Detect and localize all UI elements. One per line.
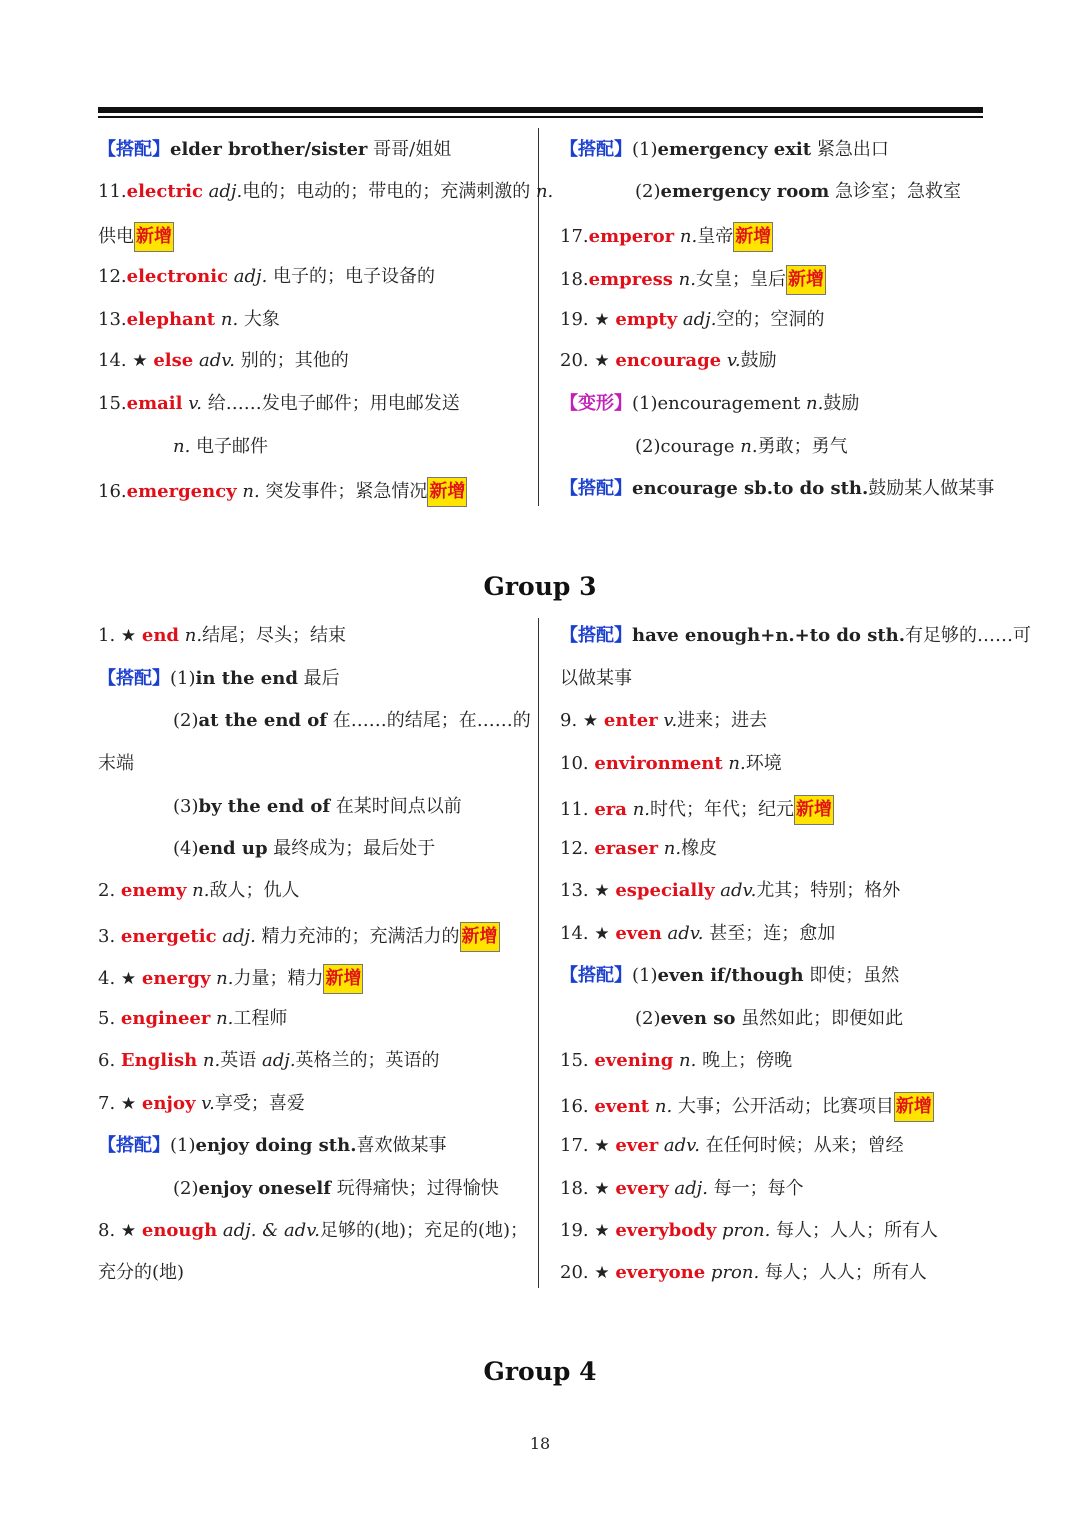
- vocab-entry: 10. environment n.环境: [560, 753, 782, 774]
- vocab-entry: 12.electronic adj. 电子的；电子设备的: [98, 266, 436, 287]
- vocab-entry-cont: 供电 新增: [98, 222, 174, 252]
- star-icon: ★: [120, 1221, 137, 1241]
- star-icon: ★: [582, 711, 599, 731]
- group-heading: Group 4: [483, 1357, 597, 1386]
- collocation-line: 【搭配】elder brother/sister 哥哥/姐姐: [98, 139, 452, 160]
- star-icon: ★: [132, 351, 148, 371]
- vocab-entry: 18. ★ every adj. 每一；每个: [560, 1178, 804, 1199]
- collocation-cont: 以做某事: [560, 668, 632, 689]
- vocab-entry: 16.emergency n. 突发事件；紧急情况 新增: [98, 477, 467, 507]
- vocab-entry: 9. ★ enter v.进来；进去: [560, 710, 768, 731]
- star-icon: ★: [594, 881, 610, 901]
- star-icon: ★: [594, 1221, 610, 1241]
- collocation-line: 【搭配】(1)even if/though 即使；虽然: [560, 965, 900, 986]
- vocab-entry: 18.empress n.女皇；皇后 新增: [560, 265, 826, 295]
- star-icon: ★: [594, 924, 610, 944]
- star-icon: ★: [120, 969, 137, 989]
- vocab-entry: 5. engineer n.工程师: [98, 1008, 288, 1029]
- column-divider: [538, 618, 539, 1288]
- vocab-entry: 16. event n. 大事；公开活动；比赛项目 新增: [560, 1092, 934, 1122]
- collocation-line: 【搭配】have enough+n.+to do sth.有足够的……可: [560, 625, 1031, 646]
- vocab-entry: 2. enemy n.敌人；仇人: [98, 880, 300, 901]
- new-badge: 新增: [427, 477, 467, 507]
- vocab-entry-cont: 充分的(地): [98, 1262, 185, 1283]
- new-badge: 新增: [786, 265, 826, 295]
- star-icon: ★: [594, 310, 610, 330]
- star-icon: ★: [594, 1136, 610, 1156]
- star-icon: ★: [594, 1179, 610, 1199]
- collocation-line: (2)emergency room 急诊室；急救室: [635, 181, 962, 202]
- vocab-entry: 11. era n.时代；年代；纪元 新增: [560, 795, 834, 825]
- vocab-entry: 4. ★ energy n.力量；精力 新增: [98, 964, 363, 994]
- vocab-entry: 13. ★ especially adv.尤其；特别；格外: [560, 880, 901, 901]
- new-badge: 新增: [460, 922, 500, 952]
- new-badge: 新增: [134, 222, 174, 252]
- new-badge: 新增: [323, 964, 363, 994]
- collocation-cont: 末端: [98, 753, 134, 774]
- group-heading: Group 3: [483, 572, 597, 601]
- collocation-line: (2)even so 虽然如此；即便如此: [635, 1008, 904, 1029]
- vocab-entry: 15. evening n. 晚上；傍晚: [560, 1050, 793, 1071]
- new-badge: 新增: [794, 795, 834, 825]
- vocab-entry: 20. ★ encourage v.鼓励: [560, 350, 777, 371]
- vocab-entry: 17.emperor n.皇帝 新增: [560, 222, 773, 252]
- variant-line: 【变形】(1)encouragement n.鼓励: [560, 393, 860, 414]
- collocation-line: (3)by the end of 在某时间点以前: [173, 796, 462, 817]
- vocab-entry: 14. ★ even adv. 甚至；连；愈加: [560, 923, 836, 944]
- vocab-entry: 6. English n.英语 adj.英格兰的；英语的: [98, 1050, 440, 1071]
- vocab-entry: 12. eraser n.橡皮: [560, 838, 718, 859]
- collocation-line: (2)at the end of 在……的结尾；在……的: [173, 710, 531, 731]
- vocab-entry: 3. energetic adj. 精力充沛的；充满活力的 新增: [98, 922, 500, 952]
- star-icon: ★: [594, 1263, 610, 1283]
- collocation-line: 【搭配】(1)enjoy doing sth.喜欢做某事: [98, 1135, 447, 1156]
- vocab-entry: 19. ★ everybody pron. 每人；人人；所有人: [560, 1220, 939, 1241]
- new-badge: 新增: [733, 222, 773, 252]
- collocation-line: 【搭配】(1)in the end 最后: [98, 668, 340, 689]
- new-badge: 新增: [894, 1092, 934, 1122]
- vocab-entry: 8. ★ enough adj. & adv.足够的(地)；充足的(地)；: [98, 1220, 529, 1241]
- vocab-entry: 1. ★ end n.结尾；尽头；结束: [98, 625, 347, 646]
- star-icon: ★: [120, 1094, 137, 1114]
- vocab-entry: 13.elephant n. 大象: [98, 309, 280, 330]
- header-rule-thin: [98, 116, 983, 118]
- variant-line: (2)courage n.勇敢；勇气: [635, 436, 848, 457]
- vocab-entry: 19. ★ empty adj.空的；空洞的: [560, 309, 825, 330]
- page-number: 18: [529, 1434, 551, 1453]
- collocation-line: 【搭配】encourage sb.to do sth.鼓励某人做某事: [560, 478, 995, 499]
- collocation-line: (4)end up 最终成为；最后处于: [173, 838, 436, 859]
- collocation-line: (2)enjoy oneself 玩得痛快；过得愉快: [173, 1178, 499, 1199]
- vocab-sense: n. 电子邮件: [173, 436, 269, 457]
- header-rule-thick: [98, 107, 983, 113]
- collocation-line: 【搭配】(1)emergency exit 紧急出口: [560, 139, 889, 160]
- vocab-entry: 7. ★ enjoy v.享受；喜爱: [98, 1093, 305, 1114]
- vocab-entry: 11.electric adj.电的；电动的；带电的；充满刺激的 n.: [98, 181, 554, 202]
- vocab-entry: 15.email v. 给……发电子邮件；用电邮发送: [98, 393, 460, 414]
- vocab-entry: 14. ★ else adv. 别的；其他的: [98, 350, 349, 371]
- star-icon: ★: [594, 351, 610, 371]
- star-icon: ★: [120, 626, 137, 646]
- vocab-entry: 17. ★ ever adv. 在任何时候；从来；曾经: [560, 1135, 904, 1156]
- vocab-entry: 20. ★ everyone pron. 每人；人人；所有人: [560, 1262, 927, 1283]
